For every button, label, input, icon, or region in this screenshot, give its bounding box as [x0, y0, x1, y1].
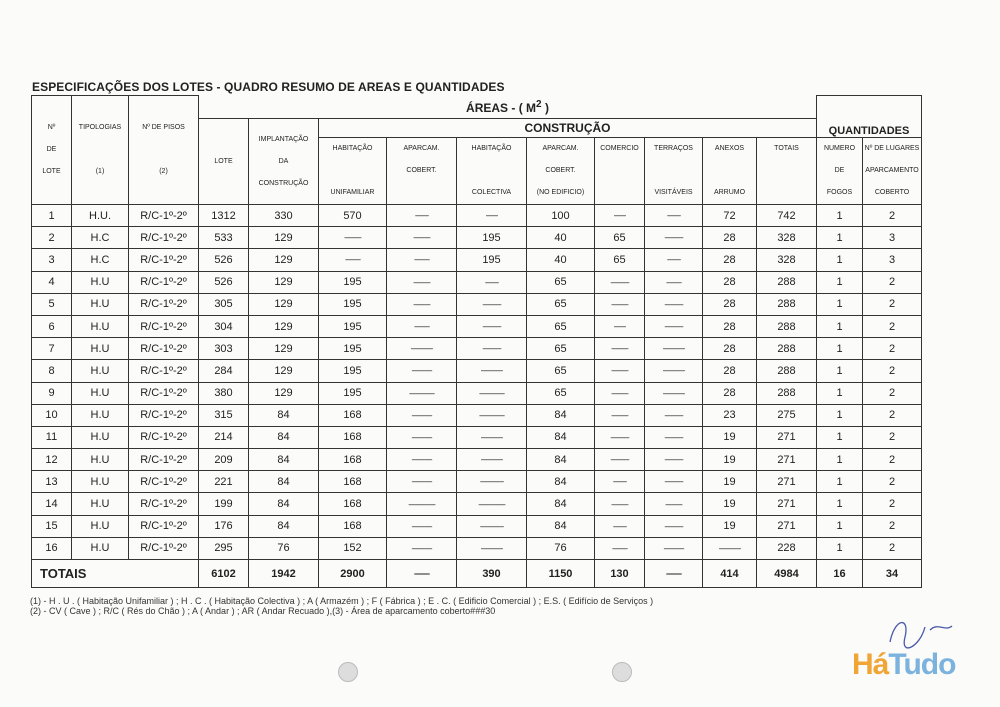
- table-cell: 288: [757, 360, 817, 382]
- table-cell: ------------: [387, 360, 457, 382]
- signature-mark: [880, 612, 960, 652]
- table-cell: 84: [249, 493, 319, 515]
- table-cell: R/C-1º-2º: [129, 227, 199, 249]
- table-cell: 2: [863, 382, 922, 404]
- total-cell: 16: [817, 560, 863, 588]
- table-cell: 2: [863, 493, 922, 515]
- table-cell: ------------: [387, 449, 457, 471]
- table-cell: 2: [863, 515, 922, 537]
- table-cell: 28: [703, 360, 757, 382]
- table-row: [32, 205, 922, 227]
- table-cell: R/C-1º-2º: [129, 426, 199, 448]
- table-row: [32, 293, 922, 315]
- table-cell: -------------: [457, 360, 527, 382]
- table-cell: 330: [249, 205, 319, 227]
- table-cell: 28: [703, 293, 757, 315]
- table-cell: 288: [757, 315, 817, 337]
- table-cell: ------------: [387, 537, 457, 559]
- total-cell: 414: [703, 560, 757, 588]
- punch-hole: [338, 662, 358, 682]
- table-cell: ----------: [595, 293, 645, 315]
- table-cell: --------------: [457, 471, 527, 493]
- table-cell: ---------: [387, 249, 457, 271]
- col-header-comercio: COMERCIO: [595, 138, 645, 205]
- table-cell: 284: [199, 360, 249, 382]
- table-cell: ---------: [387, 315, 457, 337]
- table-row: [32, 382, 922, 404]
- table-cell: -----------: [457, 315, 527, 337]
- table-cell: 28: [703, 338, 757, 360]
- table-cell: 1: [817, 227, 863, 249]
- table-cell: -----------: [645, 449, 703, 471]
- col-header-totais: TOTAIS: [757, 138, 817, 205]
- table-cell: 288: [757, 338, 817, 360]
- table-cell: R/C-1º-2º: [129, 360, 199, 382]
- table-cell: 2: [863, 537, 922, 559]
- table-cell: R/C-1º-2º: [129, 293, 199, 315]
- table-cell: ----------: [387, 293, 457, 315]
- table-cell: 328: [757, 249, 817, 271]
- table-cell: 129: [249, 227, 319, 249]
- table-cell: 271: [757, 493, 817, 515]
- table-cell: 84: [527, 471, 595, 493]
- table-cell: --------: [645, 249, 703, 271]
- table-cell: --------: [595, 471, 645, 493]
- table-cell: 221: [199, 471, 249, 493]
- table-cell: -----------: [595, 271, 645, 293]
- table-cell: 28: [703, 271, 757, 293]
- table-cell: 2: [863, 426, 922, 448]
- table-cell: 9: [32, 382, 72, 404]
- table-cell: 40: [527, 227, 595, 249]
- col-header-lugares: Nº DE LUGARES APARCAMENTO COBERTO: [863, 138, 922, 205]
- quantidades-header: QUANTIDADES: [817, 96, 922, 138]
- table-cell: 1: [817, 493, 863, 515]
- table-cell: H.C: [72, 227, 129, 249]
- table-cell: 1: [817, 315, 863, 337]
- table-cell: 129: [249, 360, 319, 382]
- table-cell: H.U: [72, 493, 129, 515]
- table-cell: ----------: [387, 227, 457, 249]
- table-cell: 271: [757, 426, 817, 448]
- table-cell: ----------: [595, 404, 645, 426]
- table-cell: 195: [457, 227, 527, 249]
- table-cell: ---------------: [457, 404, 527, 426]
- col-header-terracos: TERRAÇOS VISITÁVEIS: [645, 138, 703, 205]
- table-cell: H.U: [72, 471, 129, 493]
- table-cell: 526: [199, 249, 249, 271]
- table-cell: 129: [249, 338, 319, 360]
- table-cell: H.U: [72, 449, 129, 471]
- table-cell: H.U: [72, 404, 129, 426]
- table-cell: --------: [387, 205, 457, 227]
- table-cell: 168: [319, 493, 387, 515]
- table-cell: ---------: [319, 249, 387, 271]
- hatudo-logo: HáTudo: [852, 648, 956, 681]
- table-cell: ----------: [595, 493, 645, 515]
- col-header-habitacao-col: HABITAÇÃO COLECTIVA: [457, 138, 527, 205]
- table-cell: 176: [199, 515, 249, 537]
- table-cell: 195: [319, 293, 387, 315]
- table-cell: 65: [595, 227, 645, 249]
- table-cell: 304: [199, 315, 249, 337]
- table-cell: 129: [249, 315, 319, 337]
- table-row: [32, 404, 922, 426]
- table-cell: -------------: [645, 360, 703, 382]
- table-cell: 168: [319, 471, 387, 493]
- table-cell: H.U: [72, 271, 129, 293]
- table-cell: 1: [817, 382, 863, 404]
- areas-header: ÁREAS - ( $M^2$ ): [199, 96, 817, 119]
- table-cell: 1: [817, 271, 863, 293]
- table-cell: -------: [457, 205, 527, 227]
- table-cell: -----------: [645, 471, 703, 493]
- table-cell: -------------: [645, 338, 703, 360]
- table-cell: 129: [249, 293, 319, 315]
- table-cell: 2: [863, 205, 922, 227]
- table-cell: 84: [527, 449, 595, 471]
- table-cell: 305: [199, 293, 249, 315]
- table-cell: 129: [249, 249, 319, 271]
- table-cell: 28: [703, 382, 757, 404]
- table-cell: R/C-1º-2º: [129, 515, 199, 537]
- table-cell: 570: [319, 205, 387, 227]
- table-cell: 84: [249, 426, 319, 448]
- table-cell: 65: [527, 315, 595, 337]
- table-cell: ----------: [595, 360, 645, 382]
- table-cell: ----------: [387, 271, 457, 293]
- table-cell: H.U: [72, 293, 129, 315]
- table-cell: 100: [527, 205, 595, 227]
- table-cell: 19: [703, 471, 757, 493]
- table-cell: ------------: [387, 471, 457, 493]
- table-row: [32, 449, 922, 471]
- table-cell: ------------: [645, 537, 703, 559]
- table-cell: 84: [527, 493, 595, 515]
- table-cell: 2: [863, 338, 922, 360]
- table-cell: 199: [199, 493, 249, 515]
- col-header-number: Nº DE LOTE: [32, 96, 72, 205]
- table-cell: 28: [703, 227, 757, 249]
- table-cell: 129: [249, 382, 319, 404]
- table-cell: -------------: [457, 449, 527, 471]
- total-cell: ---------: [387, 560, 457, 588]
- table-cell: 288: [757, 271, 817, 293]
- table-cell: 1: [817, 249, 863, 271]
- table-cell: 533: [199, 227, 249, 249]
- table-cell: -------------: [457, 537, 527, 559]
- table-cell: ----------: [319, 227, 387, 249]
- col-header-implantacao: IMPLANTAÇÃO DA CONSTRUÇÃO: [249, 119, 319, 205]
- summary-table: [31, 95, 922, 588]
- table-cell: 228: [757, 537, 817, 559]
- table-cell: 65: [527, 271, 595, 293]
- table-cell: 1: [32, 205, 72, 227]
- table-cell: -----------: [645, 426, 703, 448]
- table-cell: 84: [527, 404, 595, 426]
- table-row: [32, 271, 922, 293]
- table-cell: R/C-1º-2º: [129, 382, 199, 404]
- table-cell: --------: [645, 205, 703, 227]
- table-cell: ------------: [387, 404, 457, 426]
- table-cell: ----------------: [387, 493, 457, 515]
- page-title: ESPECIFICAÇÕES DOS LOTES - QUADRO RESUMO DE AREAS E QUANTIDADES: [32, 80, 505, 94]
- table-cell: H.U: [72, 338, 129, 360]
- table-cell: 303: [199, 338, 249, 360]
- table-cell: 271: [757, 449, 817, 471]
- table-cell: 5: [32, 293, 72, 315]
- table-cell: 4: [32, 271, 72, 293]
- table-cell: -----------: [645, 515, 703, 537]
- table-row: [32, 426, 922, 448]
- table-row: [32, 515, 922, 537]
- table-cell: H.U: [72, 382, 129, 404]
- table-cell: 3: [32, 249, 72, 271]
- total-cell: 34: [863, 560, 922, 588]
- table-cell: ---------: [645, 271, 703, 293]
- table-cell: 1: [817, 205, 863, 227]
- table-cell: -----------: [595, 449, 645, 471]
- table-row: [32, 338, 922, 360]
- table-cell: ----------------: [457, 493, 527, 515]
- table-cell: R/C-1º-2º: [129, 315, 199, 337]
- table-cell: 195: [319, 360, 387, 382]
- table-cell: 526: [199, 271, 249, 293]
- table-cell: 195: [319, 271, 387, 293]
- table-cell: 209: [199, 449, 249, 471]
- table-cell: H.U: [72, 426, 129, 448]
- table-cell: 40: [527, 249, 595, 271]
- table-cell: 195: [319, 338, 387, 360]
- table-cell: 1: [817, 338, 863, 360]
- table-cell: 1: [817, 515, 863, 537]
- table-cell: 65: [527, 382, 595, 404]
- table-cell: -------------: [457, 426, 527, 448]
- table-cell: 315: [199, 404, 249, 426]
- totals-label: TOTAIS: [32, 560, 199, 588]
- col-header-pisos: Nº DE PISOS (2): [129, 96, 199, 205]
- table-cell: 65: [527, 338, 595, 360]
- table-cell: R/C-1º-2º: [129, 338, 199, 360]
- table-cell: -----------: [595, 426, 645, 448]
- table-cell: 2: [863, 404, 922, 426]
- table-cell: 275: [757, 404, 817, 426]
- table-cell: 84: [249, 404, 319, 426]
- table-cell: 65: [595, 249, 645, 271]
- total-cell: 2900: [319, 560, 387, 588]
- table-cell: 6: [32, 315, 72, 337]
- table-cell: ----------: [595, 338, 645, 360]
- table-cell: 19: [703, 493, 757, 515]
- col-header-tipologias: TIPOLOGIAS (1): [72, 96, 129, 205]
- table-cell: R/C-1º-2º: [129, 249, 199, 271]
- col-header-anexos: ANEXOS ARRUMO: [703, 138, 757, 205]
- table-cell: -----------: [645, 293, 703, 315]
- table-cell: ------------: [387, 515, 457, 537]
- table-cell: 168: [319, 404, 387, 426]
- table-cell: 328: [757, 227, 817, 249]
- table-cell: 84: [249, 449, 319, 471]
- table-cell: 10: [32, 404, 72, 426]
- punch-hole: [612, 662, 632, 682]
- table-cell: R/C-1º-2º: [129, 271, 199, 293]
- table-cell: 1: [817, 360, 863, 382]
- total-cell: 130: [595, 560, 645, 588]
- table-cell: -------: [595, 315, 645, 337]
- total-cell: ---------: [645, 560, 703, 588]
- total-cell: 4984: [757, 560, 817, 588]
- table-cell: H.U: [72, 537, 129, 559]
- table-cell: 288: [757, 382, 817, 404]
- table-cell: -----------: [457, 338, 527, 360]
- table-cell: ------------: [387, 426, 457, 448]
- footnote-2: (2) - CV ( Cave ) ; R/C ( Rés do Chão ) ; A ( Andar ) ; AR ( Andar Recuado ),(3) - Área de aparcamento coberto###30: [30, 606, 496, 616]
- table-cell: 14: [32, 493, 72, 515]
- table-cell: -----------: [457, 293, 527, 315]
- col-header-aparcam-cobert: APARCAM. COBERT.: [387, 138, 457, 205]
- construcao-header: CONSTRUÇÃO: [319, 119, 817, 138]
- table-cell: 7: [32, 338, 72, 360]
- table-cell: 195: [457, 249, 527, 271]
- table-cell: 152: [319, 537, 387, 559]
- table-cell: -------------: [645, 382, 703, 404]
- footnotes: [30, 596, 653, 616]
- table-row: [32, 227, 922, 249]
- table-cell: 742: [757, 205, 817, 227]
- table-cell: 76: [249, 537, 319, 559]
- table-cell: 1: [817, 471, 863, 493]
- table-cell: ---------------: [387, 382, 457, 404]
- table-cell: 214: [199, 426, 249, 448]
- total-cell: 1942: [249, 560, 319, 588]
- table-cell: H.U.: [72, 205, 129, 227]
- table-cell: 288: [757, 293, 817, 315]
- table-cell: -------------: [703, 537, 757, 559]
- table-cell: 3: [863, 249, 922, 271]
- table-cell: 1: [817, 537, 863, 559]
- table-cell: 19: [703, 515, 757, 537]
- table-cell: -----------: [645, 404, 703, 426]
- table-cell: 2: [863, 360, 922, 382]
- table-cell: 13: [32, 471, 72, 493]
- table-cell: 72: [703, 205, 757, 227]
- table-cell: ----------: [595, 382, 645, 404]
- table-cell: 76: [527, 537, 595, 559]
- table-cell: ----------: [645, 493, 703, 515]
- col-header-fogos: NUMERO DE FOGOS: [817, 138, 863, 205]
- table-cell: 1: [817, 426, 863, 448]
- table-cell: 11: [32, 426, 72, 448]
- table-cell: 19: [703, 426, 757, 448]
- table-cell: 2: [32, 227, 72, 249]
- table-cell: 19: [703, 449, 757, 471]
- table-cell: 2: [863, 271, 922, 293]
- table-cell: 380: [199, 382, 249, 404]
- table-cell: 28: [703, 315, 757, 337]
- table-cell: 2: [863, 315, 922, 337]
- table-cell: 1312: [199, 205, 249, 227]
- table-cell: H.C: [72, 249, 129, 271]
- table-cell: 195: [319, 382, 387, 404]
- table-cell: --------: [457, 271, 527, 293]
- table-row: [32, 360, 922, 382]
- table-cell: 1: [817, 293, 863, 315]
- table-cell: 271: [757, 471, 817, 493]
- table-cell: 12: [32, 449, 72, 471]
- table-cell: R/C-1º-2º: [129, 537, 199, 559]
- table-cell: 271: [757, 515, 817, 537]
- table-cell: 168: [319, 426, 387, 448]
- table-cell: R/C-1º-2º: [129, 449, 199, 471]
- table-cell: 129: [249, 271, 319, 293]
- table-cell: --------: [595, 515, 645, 537]
- table-cell: 8: [32, 360, 72, 382]
- table-cell: 84: [527, 426, 595, 448]
- table-cell: 1: [817, 404, 863, 426]
- table-cell: 65: [527, 293, 595, 315]
- table-cell: 65: [527, 360, 595, 382]
- table-cell: -----------: [645, 315, 703, 337]
- table-cell: 3: [863, 227, 922, 249]
- table-cell: 84: [249, 515, 319, 537]
- col-header-habitacao-uni: HABITAÇÃO UNIFAMILIAR: [319, 138, 387, 205]
- total-cell: 6102: [199, 560, 249, 588]
- table-row: [32, 471, 922, 493]
- table-cell: 16: [32, 537, 72, 559]
- table-cell: -------------: [387, 338, 457, 360]
- table-cell: 1: [817, 449, 863, 471]
- table-cell: 2: [863, 471, 922, 493]
- table-row: [32, 493, 922, 515]
- footnote-1: (1) - H . U . ( Habitação Unifamiliar ) ; H . C . ( Habitação Colectiva ) ; A ( Armazém ) ; F ( Fábrica ) ; E . C. ( Edificio Comercial ) ; E.S. ( Edifício de Serviços ): [30, 596, 654, 606]
- col-header-aparcam-edificio: APARCAM. COBERT. (NO EDIFICIO): [527, 138, 595, 205]
- table-cell: H.U: [72, 515, 129, 537]
- totals-row: [32, 560, 922, 588]
- table-cell: 84: [249, 471, 319, 493]
- table-cell: ---------: [595, 537, 645, 559]
- table-cell: --------------: [457, 515, 527, 537]
- table-cell: 23: [703, 404, 757, 426]
- table-cell: -----------: [645, 227, 703, 249]
- table-cell: 84: [527, 515, 595, 537]
- table-row: [32, 315, 922, 337]
- table-cell: R/C-1º-2º: [129, 404, 199, 426]
- table-cell: H.U: [72, 315, 129, 337]
- table-cell: 168: [319, 449, 387, 471]
- total-cell: 390: [457, 560, 527, 588]
- total-cell: 1150: [527, 560, 595, 588]
- table-row: [32, 537, 922, 559]
- table-cell: 28: [703, 249, 757, 271]
- table-cell: ---------------: [457, 382, 527, 404]
- table-cell: H.U: [72, 360, 129, 382]
- table-cell: R/C-1º-2º: [129, 471, 199, 493]
- table-cell: 2: [863, 449, 922, 471]
- table-cell: R/C-1º-2º: [129, 205, 199, 227]
- table-cell: 195: [319, 315, 387, 337]
- table-cell: -------: [595, 205, 645, 227]
- table-cell: 15: [32, 515, 72, 537]
- table-cell: 168: [319, 515, 387, 537]
- table-row: [32, 249, 922, 271]
- col-header-lote: LOTE: [199, 119, 249, 205]
- table-cell: 2: [863, 293, 922, 315]
- table-cell: R/C-1º-2º: [129, 493, 199, 515]
- table-cell: 295: [199, 537, 249, 559]
